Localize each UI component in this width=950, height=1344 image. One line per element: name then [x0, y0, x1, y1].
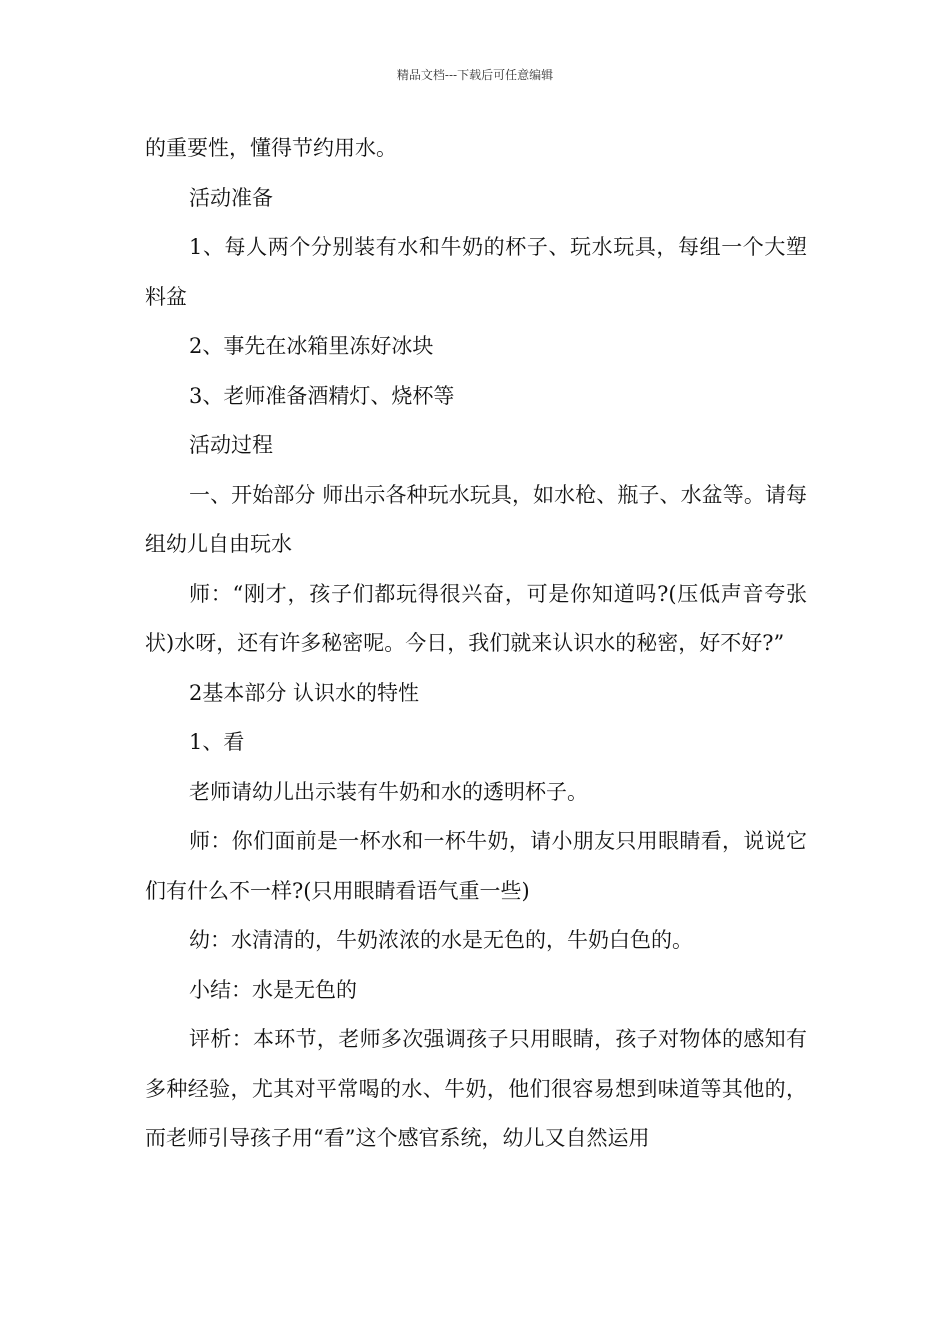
paragraph: 1、看 [189, 730, 245, 754]
document-body [145, 124, 807, 1164]
paragraph: 老师请幼儿出示装有牛奶和水的透明杯子。 [189, 779, 588, 804]
section-heading: 2基本部分 认识水的特性 [189, 680, 420, 705]
section-heading: 活动过程 [189, 433, 273, 457]
paragraph: 评析：本环节，老师多次强调孩子只用眼睛，孩子对物体的感知有多种经验，尤其对平常喝的水、牛奶，他们很容易想到味道等其他的，而老师引导孩子用“看”这个感官系统，幼儿又自然运用 [145, 1027, 807, 1150]
paragraph: 1、每人两个分别装有水和牛奶的杯子、玩水玩具，每组一个大塑料盆 [145, 235, 807, 309]
page-header: 精品文档---下载后可任意编辑 [396, 68, 554, 82]
paragraph: 2、事先在冰箱里冻好冰块 [189, 334, 434, 358]
paragraph: 幼：水清清的，牛奶浓浓的水是无色的，牛奶白色的。 [189, 928, 693, 952]
section-heading: 活动准备 [189, 185, 273, 210]
paragraph: 小结：水是无色的 [189, 977, 357, 1002]
paragraph: 一、开始部分 师出示各种玩水玩具，如水枪、瓶子、水盆等。请每组幼儿自由玩水 [145, 482, 807, 556]
paragraph: 师：你们面前是一杯水和一杯牛奶，请小朋友只用眼睛看，说说它们有什么不一样?(只用眼睛看语气重一些) [145, 829, 807, 903]
paragraph: 师：“刚才，孩子们都玩得很兴奋，可是你知道吗?(压低声音夸张状)水呀，还有许多秘密呢。今日，我们就来认识水的秘密，好不好?” [145, 581, 807, 655]
paragraph: 3、老师准备酒精灯、烧杯等 [189, 383, 455, 408]
paragraph: 的重要性，懂得节约用水。 [145, 136, 397, 160]
